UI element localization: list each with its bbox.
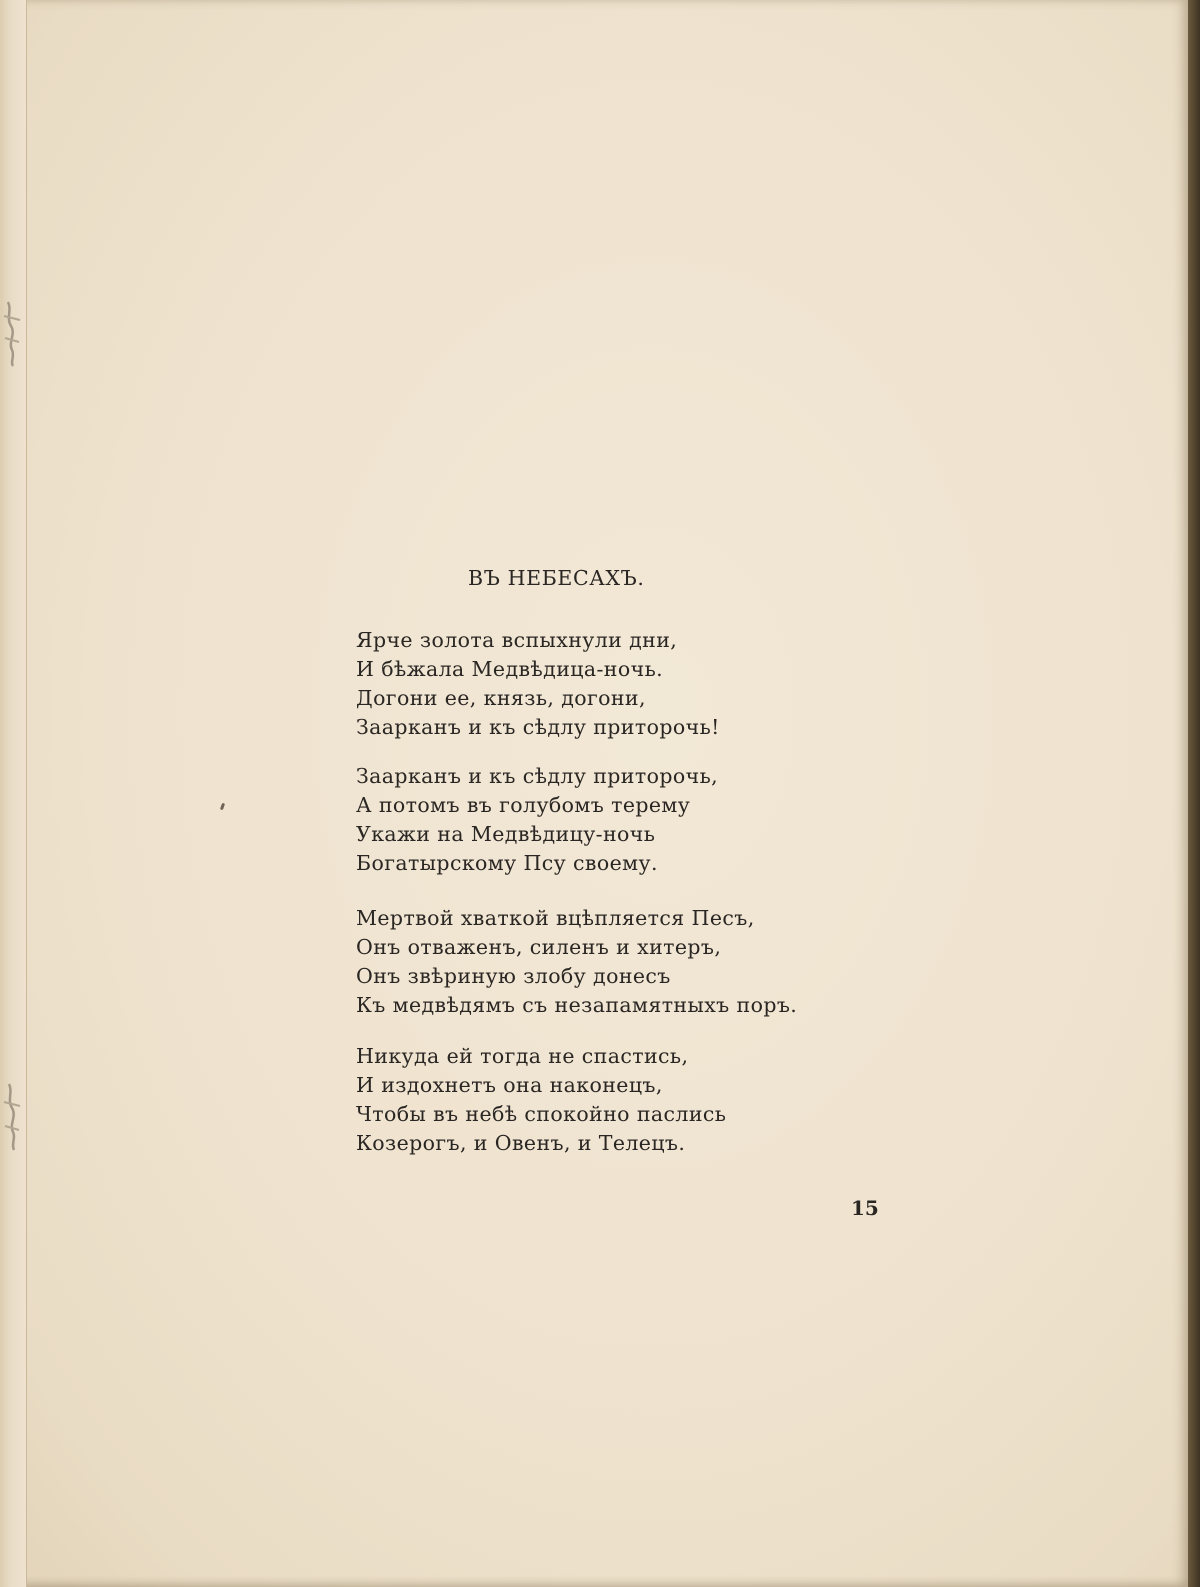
poem-line: Чтобы въ небѣ спокойно паслись — [356, 1102, 727, 1126]
poem-line: И издохнетъ она наконецъ, — [356, 1073, 663, 1097]
poem-line: Богатырскому Псу своему. — [356, 851, 658, 875]
poem-line: Укажи на Медвѣдицу-ночь — [356, 822, 656, 846]
poem-line: Мертвой хваткой вцѣпляется Песъ, — [356, 906, 755, 930]
poem-line: Никуда ей тогда не спастись, — [356, 1044, 689, 1068]
poem-line: И бѣжала Медвѣдица-ночь. — [356, 657, 664, 681]
poem-line: Онъ отваженъ, силенъ и хитеръ, — [356, 935, 722, 959]
poem-title: ВЪ НЕБЕСАХЪ. — [468, 566, 645, 590]
poem-line: Козерогъ, и Овенъ, и Телецъ. — [356, 1131, 686, 1155]
poem-line: Догони ее, князь, догони, — [356, 686, 646, 710]
stanza — [356, 762, 718, 878]
poem-line: Заарканъ и къ сѣдлу приторочь, — [356, 764, 719, 788]
poem-line: Къ медвѣдямъ съ незапамятныхъ поръ. — [356, 993, 798, 1017]
poem-line: Онъ звѣриную злобу донесъ — [356, 964, 671, 988]
poem-line: Заарканъ и къ сѣдлу приторочь! — [356, 715, 720, 739]
page-number: 15 — [851, 1196, 879, 1220]
poem-line: Ярче золота вспыхнули дни, — [356, 628, 678, 652]
stanza — [356, 1042, 726, 1158]
binding-stitch-icon — [2, 298, 24, 368]
stanza — [356, 626, 720, 742]
stanza — [356, 904, 797, 1020]
poem-line: А потомъ въ голубомъ терему — [356, 793, 691, 817]
ink-speck — [220, 803, 225, 811]
page-gutter — [0, 0, 27, 1587]
binding-stitch-icon — [2, 1082, 24, 1152]
page-edge-shadow — [1188, 0, 1200, 1587]
